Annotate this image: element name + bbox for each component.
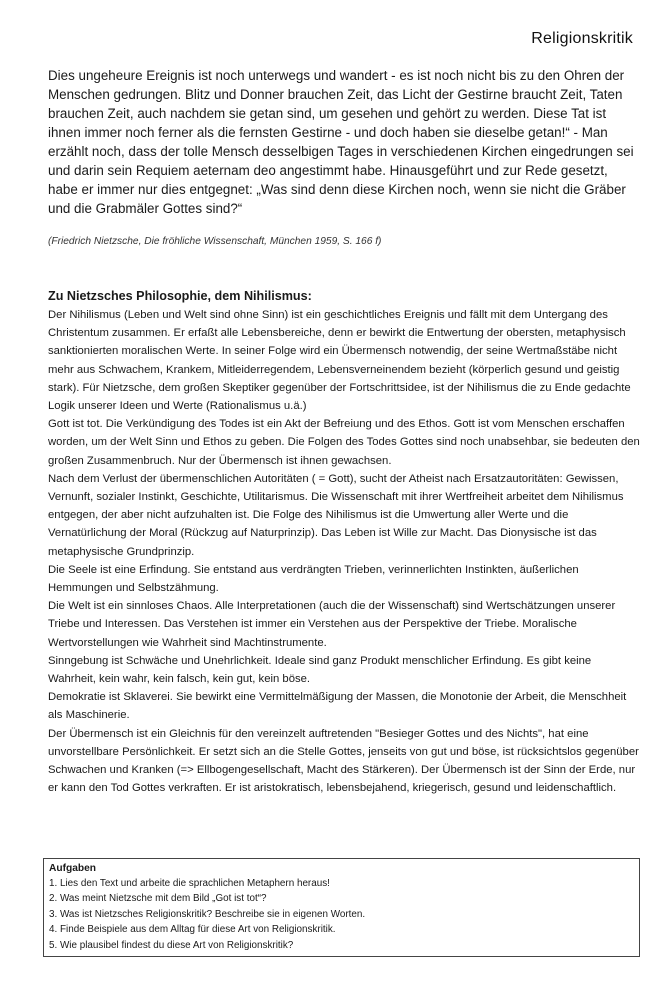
tasks-heading: Aufgaben	[49, 863, 96, 874]
nietzsche-quote: Dies ungeheure Ereignis ist noch unterwegs und wandert - es ist noch nicht bis zu den Ohren der Menschen gedrungen. Blitz und Donner brauchen Zeit, das Licht der Gestirne braucht Zeit, Taten brauchen Zeit, auch nachdem sie getan sind, um gesehen und gehört zu werden. Diese Tat ist ihnen immer noch ferner als die fernsten Gestirne - und doch haben sie dieselbe getan!“ - Man erzählt noch, dass der tolle Mensch desselbigen Tages in verschiedenen Kirchen eingedrungen sei und darin sein Requiem aeternam deo angestimmt habe. Hinausgeführt und zur Rede gesetzt, habe er immer nur dies entgegnet: „Was sind denn diese Kirchen noch, wenn sie nicht die Gräber und die Grabmäler Gottes sind?“	[48, 68, 634, 216]
paragraph-meaning: Sinngebung ist Schwäche und Unehrlichkeit. Ideale sind ganz Produkt menschlicher Erfindung. Es gibt keine Wahrheit, kein wahr, kein falsch, kein gut, kein böse.	[48, 654, 592, 686]
paragraph-democracy: Demokratie ist Sklaverei. Sie bewirkt eine Vermittelmäßigung der Massen, die Monotonie der Arbeit, die Menschheit als Maschinerie.	[48, 691, 627, 722]
task-item: 3. Was ist Nietzsches Religionskritik? Beschreibe sie in eigenen Worten.	[49, 908, 366, 920]
paragraph-substitute-authorities: Nach dem Verlust der übermenschlichen Autoritäten ( = Gott), sucht der Atheist nach Ersatzautoritäten: Gewissen, Vernunft, sozialer Instinkt, Geschichte, Utilitarismus. Die Wissenschaft mit ihrer Wertfreiheit arbeitet dem Nihilismus entgegen, der aber nicht aufzuhalten ist. Die Folge des Nihilismus ist die Umwertung aller Werte und die Vernatürlichung der Moral (Rückzug auf Naturprinzip). Das Leben ist Wille zur Macht. Das Dionysische ist das metaphysische Grundprinzip.	[48, 472, 624, 558]
task-item: 2. Was meint Nietzsche mit dem Bild „Got ist tot“?	[49, 893, 267, 905]
page-title: Religionskritik	[531, 30, 633, 47]
paragraph-uebermensch: Der Übermensch ist ein Gleichnis für den vereinzelt auftretenden "Besieger Gottes und des Nichts", hat eine unvorstellbare Persönlichkeit. Er setzt sich an die Stelle Gottes, jenseits von gut und böse, ist rücksichtslos gegenüber Schwachen und Kranken (=> Ellbogengesellschaft, Macht des Stärkeren). Der Übermensch ist der Sinn der Erde, nur er kann den Tod Gottes verkraften. Er ist aristokratisch, lebensbejahend, kriegerisch, gesund und leidenschaftlich.	[48, 727, 639, 795]
quote-source: (Friedrich Nietzsche, Die fröhliche Wissenschaft, München 1959, S. 166 f)	[48, 236, 382, 247]
tasks-list	[49, 876, 634, 953]
section-body	[48, 306, 640, 797]
paragraph-god-is-dead: Gott ist tot. Die Verkündigung des Todes ist ein Akt der Befreiung und des Ethos. Gott ist vom Menschen erschaffen worden, um der Welt Sinn und Ethos zu geben. Die Folgen des Todes Gottes sind noch unabsehbar, sie bedeuten den großen Zusammenbruch. Nur der Übermensch ist ihnen gewachsen.	[48, 418, 640, 467]
task-item: 5. Wie plausibel findest du diese Art von Religionskritik?	[49, 939, 294, 951]
task-item: 1. Lies den Text und arbeite die sprachlichen Metaphern heraus!	[49, 878, 330, 889]
nihilism-section	[48, 288, 640, 797]
section-heading: Zu Nietzsches Philosophie, dem Nihilismus:	[48, 289, 312, 303]
paragraph-soul: Die Seele ist eine Erfindung. Sie entstand aus verdrängten Trieben, verinnerlichten Instinkten, äußerlichen Hemmungen und Selbstzähmung.	[48, 563, 579, 595]
paragraph-nihilism: Der Nihilismus (Leben und Welt sind ohne Sinn) ist ein geschichtliches Ereignis und fällt mit dem Untergang des Christentum zusammen. Er erfaßt alle Lebensbereiche, denn er bewirkt die Entwertung der obersten, metaphysisch sanktionierten moralischen Werte. In seiner Folge wird ein Übermensch notwendig, der seine Wertmaßstäbe nicht mehr aus Schwachem, Krankem, Mitleiderregendem, Lebensverneinendem bezieht (körperlich gesund und geistig stark). Für Nietzsche, dem großen Skeptiker gegenüber der Fortschrittsidee, ist der Nihilismus die zu Ende gedachte Logik unserer Ideen und Werte (Rationalismus u.ä.)	[48, 309, 631, 413]
paragraph-world-chaos: Die Welt ist ein sinnloses Chaos. Alle Interpretationen (auch die der Wissenschaft) sind Wertschätzungen unserer Triebe und Interessen. Das Verstehen ist immer ein Verstehen aus der Perspektive der Triebe. Moralische Wertvorstellungen wie Wahrheit sind Machtinstrumente.	[48, 600, 616, 649]
tasks-box	[43, 858, 640, 957]
task-item: 4. Finde Beispiele aus dem Alltag für diese Art von Religionskritik.	[49, 924, 336, 936]
